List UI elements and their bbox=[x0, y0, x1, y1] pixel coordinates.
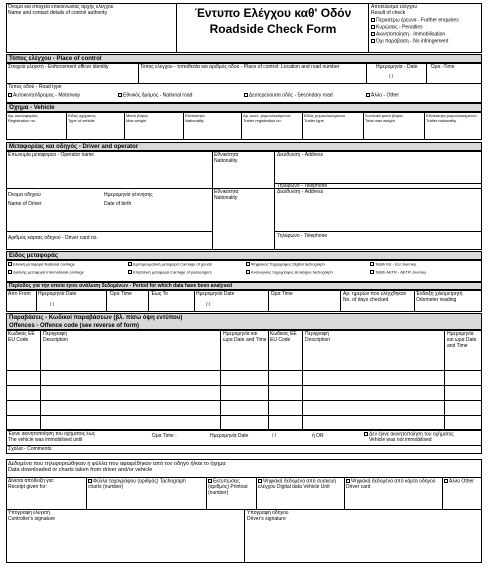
place-date-label: Ημερομηνία - Date bbox=[376, 64, 418, 70]
offence-code-header-right: Κωδικός ΕΕ EU Code bbox=[270, 331, 297, 343]
result-no-infringement[interactable]: Όχι παράβαση - No infringement bbox=[371, 39, 448, 45]
operator-address-label: Διεύθυνση - Address bbox=[277, 152, 324, 158]
place-time-label: Ώρα -Time bbox=[431, 64, 455, 70]
transport-aetr-journey[interactable]: Ταξίδι AETR - AETR Journey bbox=[370, 270, 426, 275]
checkbox-icon bbox=[128, 270, 132, 274]
receipt-tachograph-charts[interactable]: Φύλλα ταχογράφου (αριθμός) Tachograph charts (number) bbox=[88, 478, 186, 491]
immobilised-date-label: Ημερομηνία Date bbox=[210, 433, 249, 439]
checkbox-icon bbox=[88, 479, 92, 483]
transport-digital-tachograph[interactable]: Ψηφιακός Ταχογράφος Digital tachograph bbox=[246, 262, 325, 267]
authority-label-en: Name and contact details of control authority bbox=[8, 10, 107, 16]
transport-analogue-tachograph[interactable]: Αναλογικός ταχογράφος Analogue tachograph bbox=[246, 270, 333, 275]
receipt-label: Δίνεται απόδειξη για: Receipt given for: bbox=[8, 478, 55, 490]
road-secondary[interactable]: Δευτερεύουσα οδός - Secondary road bbox=[244, 93, 333, 99]
result-immobilisation[interactable]: Ακινητοποίηση - Immobilisation bbox=[371, 32, 445, 38]
period-to-label: Έως To bbox=[151, 291, 168, 297]
result-further-enquiries[interactable]: Περαιτέρω έρευνα - Further enquiries bbox=[371, 18, 459, 24]
receipt-vehicle-unit[interactable]: Ψηφιακά δεδομένα από συσκευή ελέγχου Digital data Vehicle Unit bbox=[258, 478, 337, 491]
vehicle-col-nationality: Εθνικότητα Nationality bbox=[185, 113, 205, 123]
transport-national[interactable]: Εθνική μεταφορά National carriage bbox=[8, 262, 75, 267]
period-from-date-field[interactable]: / / bbox=[50, 302, 55, 308]
transport-goods[interactable]: Εμπορευματική μεταφορά Carriage of goods bbox=[128, 262, 212, 267]
driver-card-label: Αριθμός κάρτας οδηγού - Driver card no. bbox=[8, 235, 98, 241]
immobilised-or-label: ή OR bbox=[312, 433, 324, 439]
period-section-heading: Περίοδος για την οποία έγινε ανάλυση δεδομένων - Period for which data have been analysed bbox=[6, 282, 482, 290]
offence-datetime-header-right: Ημερομηνία και ώρα Date and Time bbox=[447, 331, 477, 349]
operator-phone-label: Τηλέφωνο - Telephone bbox=[277, 183, 328, 189]
offence-desc-header-right: Περιγραφή Description bbox=[305, 331, 331, 343]
vehicle-col-trailer-registration: Αρ. κυκλ. ρυμουλκούμενου Trailer registration no. bbox=[243, 113, 291, 123]
checkbox-icon bbox=[128, 262, 132, 266]
checkbox-icon bbox=[370, 262, 374, 266]
place-date-field[interactable]: / / bbox=[389, 74, 394, 80]
checkbox-icon bbox=[8, 93, 12, 97]
receipt-driver-card[interactable]: Ψηφιακά δεδομένα από κάρτα οδηγού Driver card bbox=[346, 478, 436, 491]
place-section-heading: Τόπος ελέγχου - Place of control bbox=[6, 54, 482, 63]
checkbox-icon bbox=[346, 479, 350, 483]
vehicle-col-total-weight: Συνολικό μικτό βάρος Total max weight bbox=[365, 113, 404, 123]
offence-datetime-header-left: Ημερομηνία και ώρα Date and Time bbox=[223, 331, 267, 343]
road-type-label: Τύπος οδού - Road type bbox=[8, 84, 62, 90]
checkbox-icon bbox=[371, 39, 375, 43]
checkbox-icon bbox=[8, 270, 12, 274]
checkbox-icon bbox=[366, 93, 370, 97]
location-label: Τόπος ελέγχου - τοποθεσία και αριθμός οδού - Place of control: Location and road number bbox=[140, 64, 340, 70]
controller-signature-label: Υπογραφή ελεγκτή Controller's signature bbox=[8, 510, 56, 522]
form-title-gr: Έντυπο Ελέγχου καθ' Οδόν bbox=[194, 6, 352, 20]
offence-code-header-left: Κωδικός ΕΕ EU Code bbox=[8, 331, 35, 343]
form-title-en: Roadside Check Form bbox=[209, 22, 337, 36]
offence-desc-header-left: Περιγραφή Description bbox=[43, 331, 69, 343]
comments-label: Σχόλια - Comments: bbox=[8, 446, 53, 452]
operator-nationality-label: Εθνικότητα Nationality bbox=[214, 152, 239, 164]
checkbox-icon bbox=[246, 262, 250, 266]
receipt-other[interactable]: Άλλο Other bbox=[444, 479, 480, 485]
checkbox-icon bbox=[244, 93, 248, 97]
checkbox-icon bbox=[371, 25, 375, 29]
driver-section-heading: Μεταφορέας και οδηγός - Driver and operator bbox=[6, 142, 482, 151]
period-from-label: Από From bbox=[8, 291, 31, 297]
vehicle-col-type: Είδος οχήματος Type of vehicle bbox=[68, 113, 96, 123]
period-days-label: Αρ. ημερών που ελέγχθηκαν No. of days checked bbox=[343, 291, 407, 303]
checkbox-icon bbox=[118, 93, 122, 97]
checkbox-icon bbox=[8, 262, 12, 266]
operator-name-label: Επωνυμία μεταφορέα - Operator name bbox=[8, 152, 95, 158]
driver-address-label: Διεύθυνση - Address bbox=[277, 189, 324, 195]
immobilised-time-label: Ώρα Time : bbox=[152, 433, 177, 439]
road-national[interactable]: Εθνικός δρόμος - National road bbox=[118, 93, 192, 99]
transport-section-heading: Είδος μεταφοράς bbox=[6, 251, 482, 260]
vehicle-col-trailer-nationality: Εθνικότητα ρυμουλκούμενου Trailer nationality bbox=[426, 113, 477, 123]
transport-passengers[interactable]: Επιβατική μεταφορά Carriage of passengers bbox=[128, 270, 212, 275]
checkbox-icon bbox=[258, 479, 262, 483]
offences-section-heading: Παραβάσεις - Κωδικοί παραβάσεων (βλ. πίσω όψη εντύπου) Offences - Offence code (see reverse of form) bbox=[6, 313, 482, 330]
period-to-date-field[interactable]: / / bbox=[206, 302, 211, 308]
result-penalties[interactable]: Κυρώσεις - Penalties bbox=[371, 25, 423, 31]
period-to-date-label: Ημερομηνία Date bbox=[196, 291, 235, 297]
checkbox-icon bbox=[444, 479, 448, 483]
transport-eu-journey[interactable]: Ταξίδι ΕΕ - EU Journey bbox=[370, 262, 416, 267]
checkbox-icon bbox=[246, 270, 250, 274]
vehicle-col-trailer-type: Είδος ρυμουλκούμενου Trailer type bbox=[304, 113, 346, 123]
driver-nationality-label: Εθνικότητα Nationality bbox=[214, 189, 239, 201]
result-label-en: Result of check bbox=[371, 10, 406, 16]
immobilised-date-field[interactable]: / / bbox=[272, 433, 277, 439]
authority-label-gr: Όνομα και στοιχεία επικοινωνίας αρχής ελέγχου bbox=[8, 4, 114, 10]
period-from-date-label: Ημερομηνία Date bbox=[38, 291, 77, 297]
road-other[interactable]: Άλλο - Other bbox=[366, 93, 399, 99]
checkbox-icon bbox=[371, 18, 375, 22]
period-odometer-label: Ένδειξη χιλιομετρητή Odometer reading bbox=[416, 291, 463, 303]
not-immobilised-option[interactable]: Δεν έγινε ακινητοποίηση του οχήματος Vehicle was not immobilised bbox=[364, 432, 454, 444]
vehicle-section-heading: Όχημα - Vehicle bbox=[6, 103, 482, 112]
roadside-check-form bbox=[6, 3, 482, 565]
driver-phone-label: Τηλέφωνο - Telephone bbox=[277, 233, 328, 239]
vehicle-col-max-weight: Μικτό βάρος Max weight bbox=[126, 113, 149, 123]
driver-signature-label: Υπογραφή οδηγού Driver's signature bbox=[247, 510, 289, 522]
checkbox-icon bbox=[370, 270, 374, 274]
driver-dob-label: Ημερομηνία γέννησης Date of birth bbox=[104, 192, 153, 207]
checkbox-icon bbox=[364, 432, 368, 436]
checkbox-icon bbox=[371, 32, 375, 36]
receipt-printout[interactable]: Εκτυπώσεις (αριθμός) Printout (number) bbox=[208, 478, 248, 496]
officer-identity-label: Στοιχεία ελεγκτή - Enforcement officer identity bbox=[8, 64, 109, 70]
checkbox-icon bbox=[208, 479, 212, 483]
data-download-heading: Δεδομένα που τηλεφορτώθηκαν ή φύλλα που αφαιρέθηκαν από τον οδηγό ή/και το όχημα Data downloaded or charts taken from driver and/or vehicle bbox=[8, 461, 226, 474]
immobilised-label: Έγινε ακινητοποίηση του οχήματος έως The vehicle was immobilised until bbox=[8, 431, 96, 443]
result-label-gr: Αποτέλεσμα ελέγχου bbox=[371, 4, 418, 10]
road-motorway[interactable]: Αυτοκινητόδρομος - Motorway bbox=[8, 93, 80, 99]
vehicle-col-registration: Αρ. κυκλοφορίας Registration no. bbox=[8, 113, 38, 123]
transport-international[interactable]: Διεθνής μεταφορά International carriage bbox=[8, 270, 84, 275]
driver-name-label: Όνομα οδηγού Name of Driver bbox=[8, 192, 42, 207]
period-from-time-label: Ώρα Time bbox=[110, 291, 132, 297]
period-to-time-label: Ώρα Time bbox=[271, 291, 293, 297]
